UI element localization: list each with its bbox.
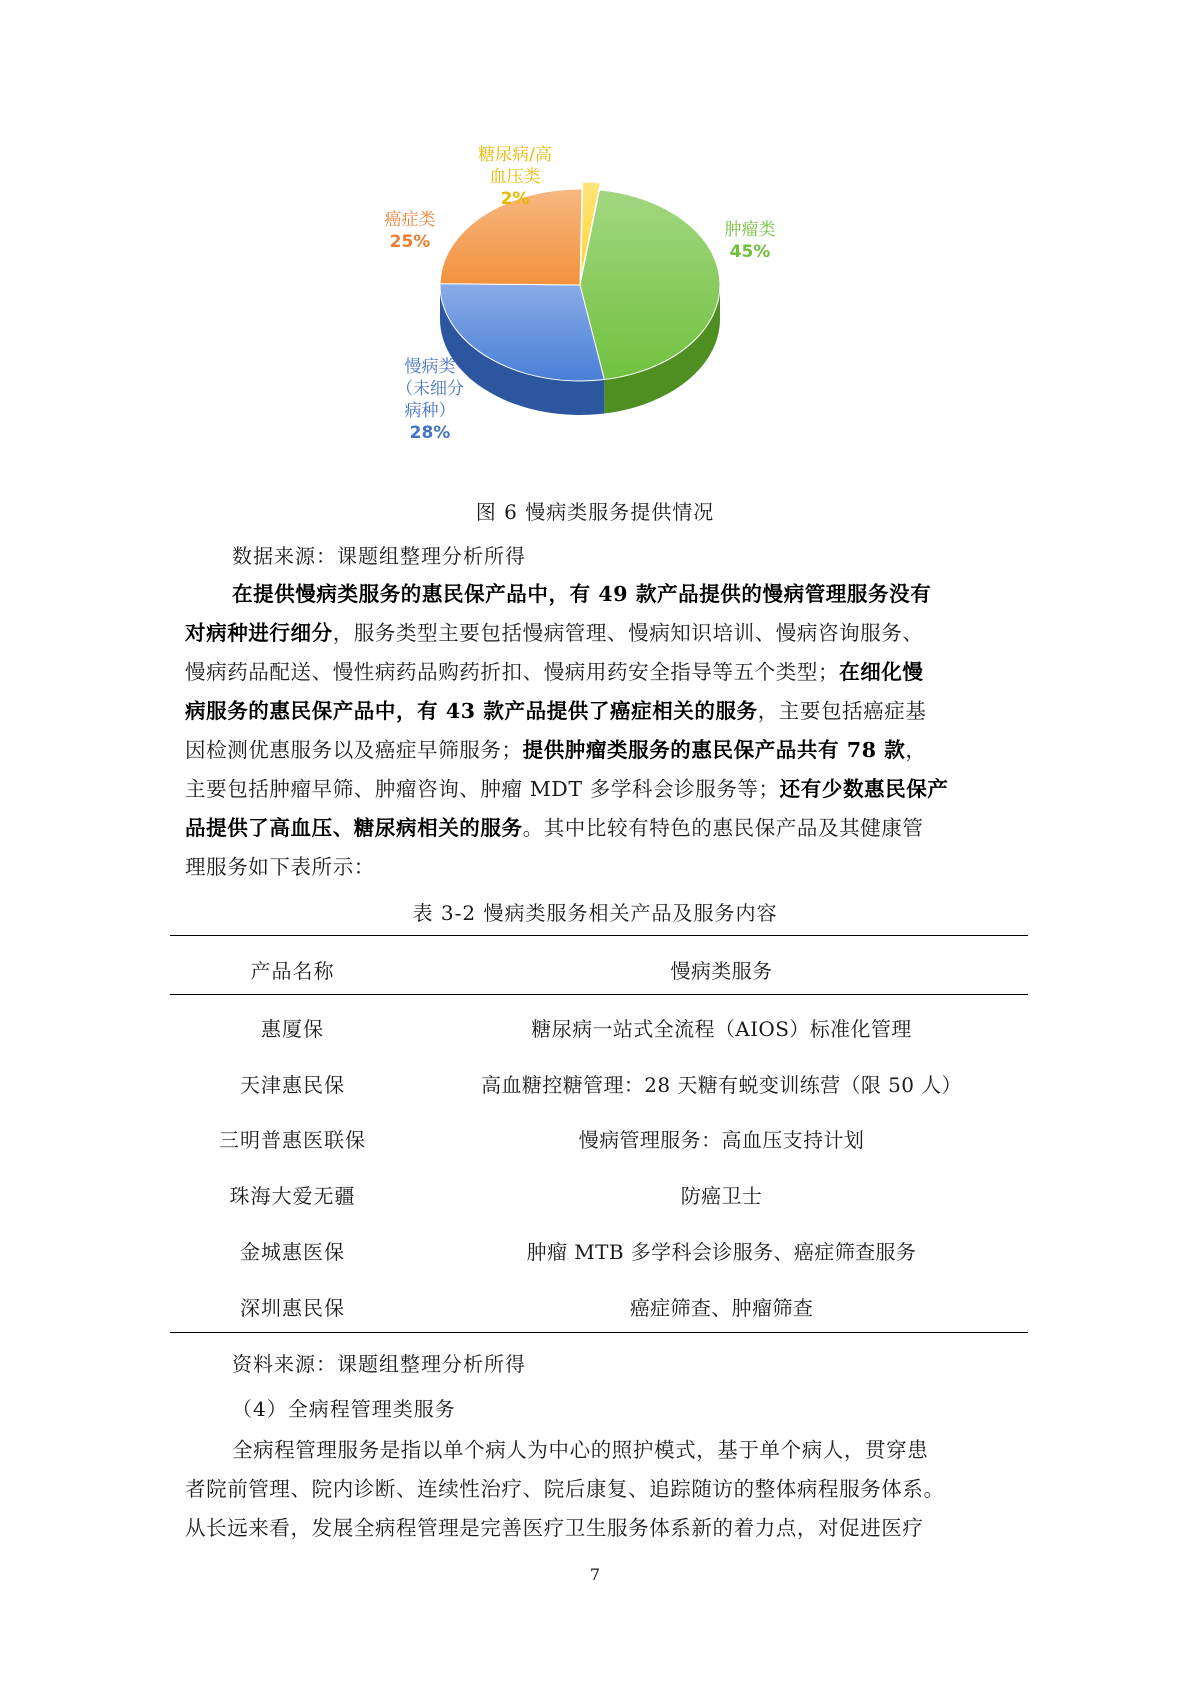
table-header-service: 慢病类服务	[670, 959, 773, 983]
figure-source: 数据来源：课题组整理分析所得	[232, 544, 526, 568]
para1-text-7: 。其中比较有特色的惠民保产品及其健康管	[522, 816, 924, 840]
para1-text-6: 主要包括肿瘤早筛、肿瘤咨询、肿瘤 MDT 多学科会诊服务等；	[185, 777, 780, 801]
table-bottom-rule	[170, 1332, 1028, 1333]
table-cell-service: 癌症筛查、肿瘤筛查	[629, 1296, 814, 1320]
table-cell-service: 肿瘤 MTB 多学科会诊服务、癌症筛查服务	[526, 1240, 917, 1264]
figure-caption: 图 6 慢病类服务提供情况	[475, 500, 715, 524]
pie-chart	[380, 140, 860, 480]
section-heading: （4）全病程管理类服务	[232, 1397, 456, 1421]
table-cell-product: 金城惠医保	[240, 1240, 345, 1264]
pie-label-0: 肿瘤类 45%	[724, 220, 776, 262]
section-text-3: 从长远来看，发展全病程管理是完善医疗卫生服务体系新的着力点，对促进医疗	[185, 1516, 924, 1540]
table-cell-service: 糖尿病一站式全流程（AIOS）标准化管理	[531, 1017, 912, 1041]
para1-bold-1: 在提供慢病类服务的惠民保产品中，有 49 款产品提供的慢病管理服务没有	[232, 582, 932, 606]
table-header-rule	[170, 994, 1028, 995]
para1-text-8: 理服务如下表所示：	[185, 855, 375, 879]
para1-bold-5: 提供肿瘤类服务的惠民保产品共有 78 款	[522, 738, 906, 762]
table-cell-service: 高血糖控糖管理：28 天糖有蜕变训练营（限 50 人）	[481, 1073, 962, 1097]
para1-text-4: ，主要包括癌症基	[757, 699, 927, 723]
para1-bold-6: 还有少数惠民保产	[779, 777, 949, 801]
table-cell-product: 惠厦保	[261, 1017, 324, 1041]
table-cell-product: 天津惠民保	[240, 1073, 345, 1097]
table-cell-product: 珠海大爱无疆	[229, 1184, 356, 1208]
table-cell-product: 三明普惠医联保	[219, 1128, 366, 1152]
table-caption: 表 3-2 慢病类服务相关产品及服务内容	[412, 901, 778, 925]
section-text-1: 全病程管理服务是指以单个病人为中心的照护模式，基于单个病人，贯穿患	[232, 1438, 929, 1462]
table-cell-product: 深圳惠民保	[240, 1296, 345, 1320]
table-cell-service: 慢病管理服务：高血压支持计划	[578, 1128, 865, 1152]
para1-text-2: ，服务类型主要包括慢病管理、慢病知识培训、慢病咨询服务、	[332, 621, 924, 645]
para1-text-3: 慢病药品配送、慢性病药品购药折扣、慢病用药安全指导等五个类型；	[185, 660, 840, 684]
para1-text-5b: ，	[905, 738, 927, 762]
table-top-rule	[170, 935, 1028, 936]
pie-label-3: 糖尿病/高血压类 2%	[478, 145, 552, 209]
para1-bold-4: 病服务的惠民保产品中，有 43 款产品提供了癌症相关的服务	[185, 699, 758, 723]
page-number: 7	[589, 1565, 601, 1584]
para1-bold-2: 对病种进行细分	[185, 621, 333, 645]
section-text-2: 者院前管理、院内诊断、连续性治疗、院后康复、追踪随访的整体病程服务体系。	[185, 1477, 945, 1501]
table-cell-service: 防癌卫士	[680, 1184, 763, 1208]
table-header-product: 产品名称	[250, 959, 335, 983]
para1-bold-3: 在细化慢	[839, 660, 924, 684]
pie-label-1: 慢病类（未细分病种） 28%	[396, 357, 464, 443]
pie-label-2: 癌症类 25%	[384, 210, 436, 252]
table-source: 资料来源：课题组整理分析所得	[232, 1352, 526, 1376]
para1-text-5: 因检测优惠服务以及癌症早筛服务；	[185, 738, 523, 762]
para1-bold-7: 品提供了高血压、糖尿病相关的服务	[185, 816, 523, 840]
